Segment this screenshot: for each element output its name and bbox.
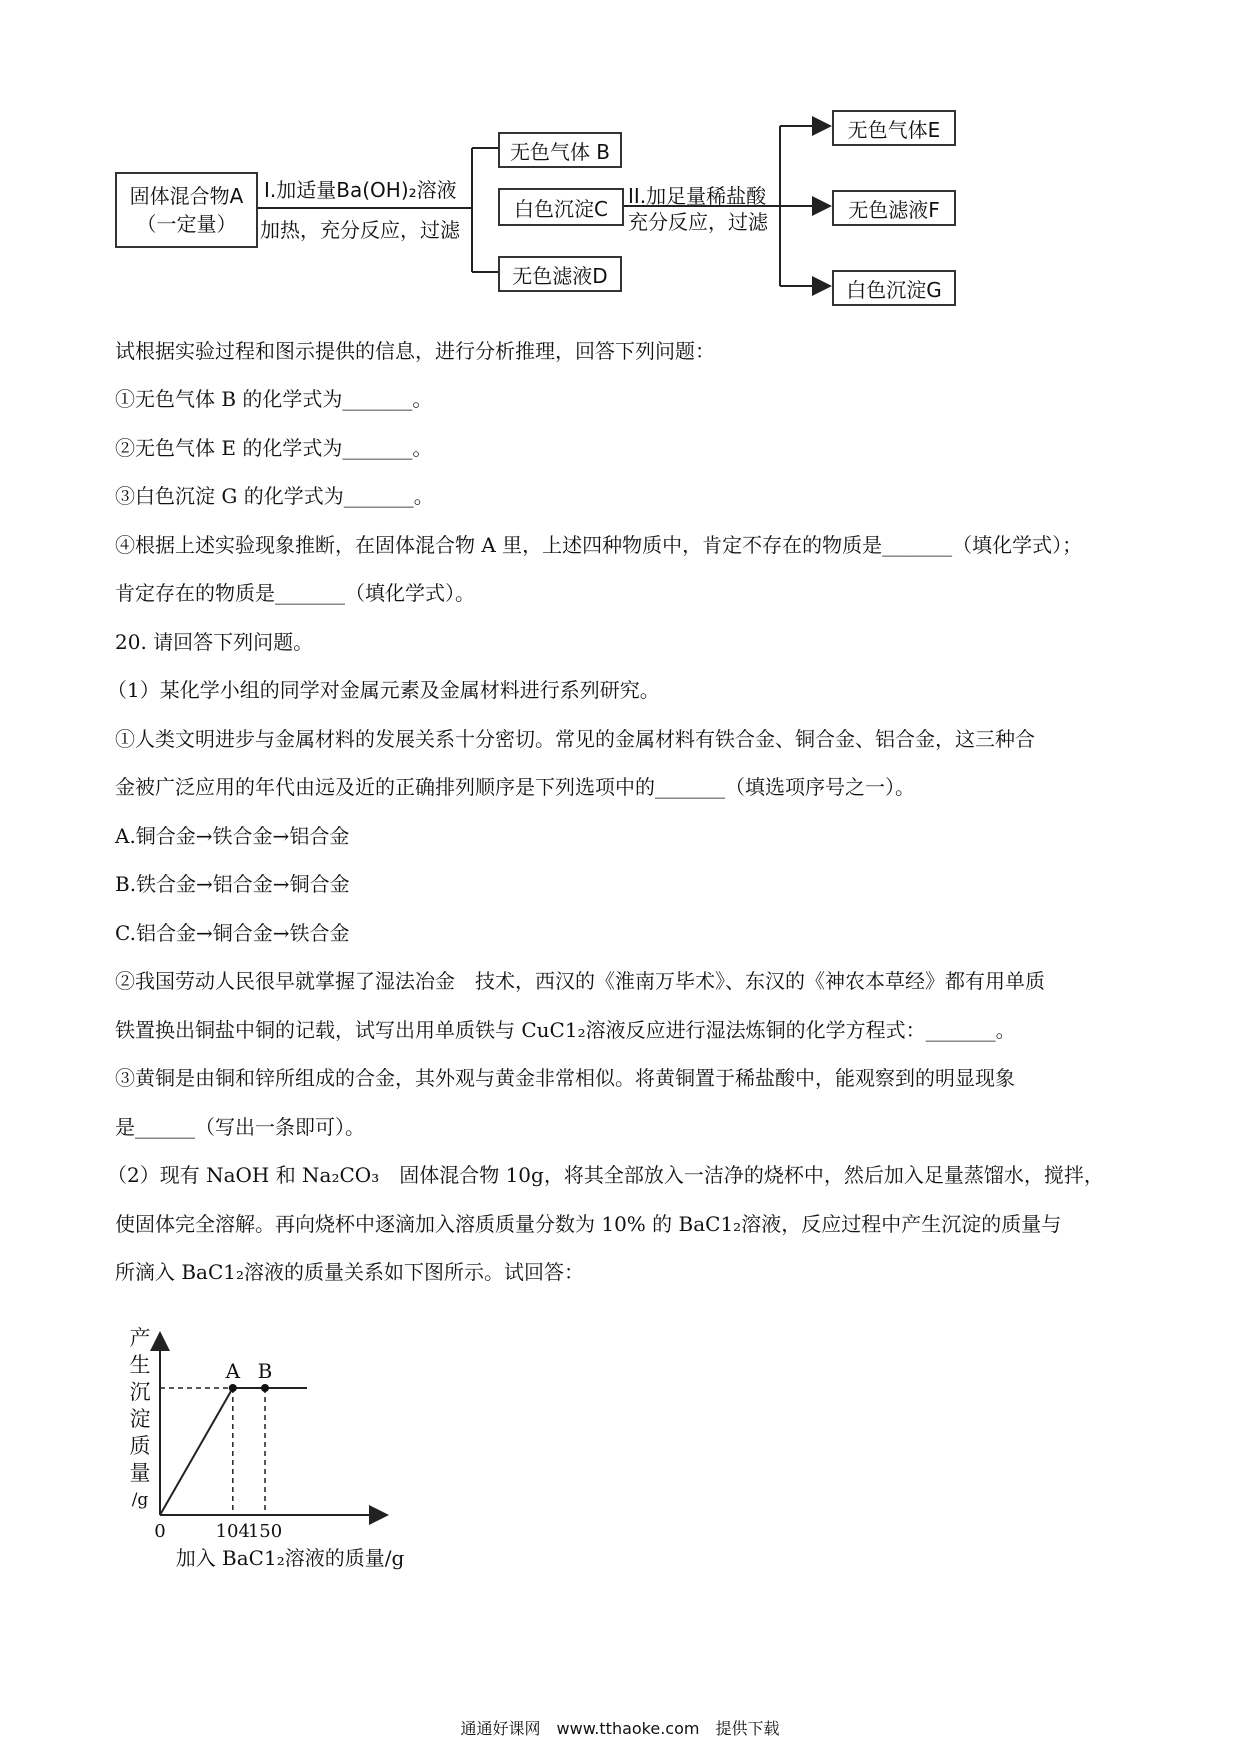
step1-label-top: I.加适量Ba(OH)₂溶液 bbox=[264, 178, 457, 202]
point-label-B: B bbox=[257, 1359, 273, 1383]
box-e: 无色气体E bbox=[832, 110, 956, 146]
question-20-title: 20. 请回答下列问题。 bbox=[115, 630, 314, 654]
intro-text: 试根据实验过程和图示提供的信息，进行分析推理，回答下列问题： bbox=[115, 339, 715, 363]
part-1-q2-line1: ②我国劳动人民很早就掌握了湿法冶金 技术，西汉的《淮南万毕术》、东汉的《神农本草经》都有用单质 bbox=[115, 969, 1045, 993]
part-1-q2-line2: 铁置换出铜盐中铜的记载，试写出用单质铁与 CuC1₂溶液反应进行湿法炼铜的化学方程式：_______。 bbox=[115, 1018, 1016, 1042]
data-point-A bbox=[229, 1384, 237, 1392]
step1-label-bottom: 加热，充分反应，过滤 bbox=[260, 218, 460, 242]
y-axis-label-char: 产 bbox=[129, 1326, 151, 1350]
x-tick-label: 104 bbox=[215, 1521, 250, 1542]
question-1: ①无色气体 B 的化学式为_______。 bbox=[115, 387, 433, 411]
box-d: 无色滤液D bbox=[498, 256, 622, 292]
option-b: B.铁合金→铝合金→铜合金 bbox=[115, 872, 350, 896]
part-1-q1-line1: ①人类文明进步与金属材料的发展关系十分密切。常见的金属材料有铁合金、铜合金、铝合金，这三种合 bbox=[115, 727, 1035, 751]
part-1-intro: （1）某化学小组的同学对金属元素及金属材料进行系列研究。 bbox=[107, 678, 660, 702]
step2-label-top: II.加足量稀盐酸 bbox=[628, 184, 767, 208]
part-2-line3: 所滴入 BaC1₂溶液的质量关系如下图所示。试回答： bbox=[115, 1260, 585, 1284]
page-footer: 通通好课网 www.tthaoke.com 提供下载 bbox=[460, 1719, 780, 1738]
question-3: ③白色沉淀 G 的化学式为_______。 bbox=[115, 484, 434, 508]
part-2-line2: 使固体完全溶解。再向烧杯中逐滴加入溶质质量分数为 10% 的 BaC1₂溶液，反应过程中产生沉淀的质量与 bbox=[115, 1212, 1062, 1236]
y-axis-label-char: 量 bbox=[129, 1461, 151, 1485]
option-a: A.铜合金→铁合金→铝合金 bbox=[115, 824, 350, 848]
question-4-line2: 肯定存在的物质是_______（填化学式）。 bbox=[115, 581, 475, 605]
y-axis-label-char: 质 bbox=[129, 1434, 151, 1458]
y-axis-label-char: 淀 bbox=[129, 1407, 151, 1431]
part-2-line1: （2）现有 NaOH 和 Na₂CO₃ 固体混合物 10g，将其全部放入一洁净的烧杯中，然后加入足量蒸馏水，搅拌， bbox=[107, 1163, 1104, 1187]
y-axis-label-char: 沉 bbox=[129, 1380, 151, 1404]
origin-label: 0 bbox=[154, 1521, 166, 1542]
step2-label-bottom: 充分反应，过滤 bbox=[628, 210, 768, 234]
data-point-B bbox=[261, 1384, 269, 1392]
question-4-line1: ④根据上述实验现象推断，在固体混合物 A 里，上述四种物质中，肯定不存在的物质是_______（填化学式）； bbox=[115, 533, 1083, 557]
precipitate-chart bbox=[110, 1315, 440, 1575]
part-1-q3-line2: 是______（写出一条即可）。 bbox=[115, 1115, 365, 1139]
y-axis-label-unit: /g bbox=[131, 1490, 149, 1510]
question-2: ②无色气体 E 的化学式为_______。 bbox=[115, 436, 433, 460]
x-tick-label: 150 bbox=[247, 1521, 283, 1542]
y-axis-label-char: 生 bbox=[129, 1353, 151, 1377]
box-a bbox=[115, 172, 258, 248]
box-g: 白色沉淀G bbox=[832, 270, 956, 306]
part-1-q3-line1: ③黄铜是由铜和锌所组成的合金，其外观与黄金非常相似。将黄铜置于稀盐酸中，能观察到的明显现象 bbox=[115, 1066, 1015, 1090]
box-a-line1: 固体混合物A bbox=[129, 184, 244, 208]
point-label-A: A bbox=[225, 1359, 241, 1383]
part-1-q1-line2: 金被广泛应用的年代由远及近的正确排列顺序是下列选项中的_______（填选项序号之一）。 bbox=[115, 775, 915, 799]
box-b: 无色气体 B bbox=[498, 132, 622, 168]
box-f: 无色滤液F bbox=[832, 190, 956, 226]
option-c: C.铝合金→铜合金→铁合金 bbox=[115, 921, 350, 945]
x-axis-label: 加入 BaC1₂溶液的质量/g bbox=[175, 1546, 405, 1570]
box-a-line2: （一定量） bbox=[136, 212, 237, 236]
box-c: 白色沉淀C bbox=[498, 188, 624, 226]
